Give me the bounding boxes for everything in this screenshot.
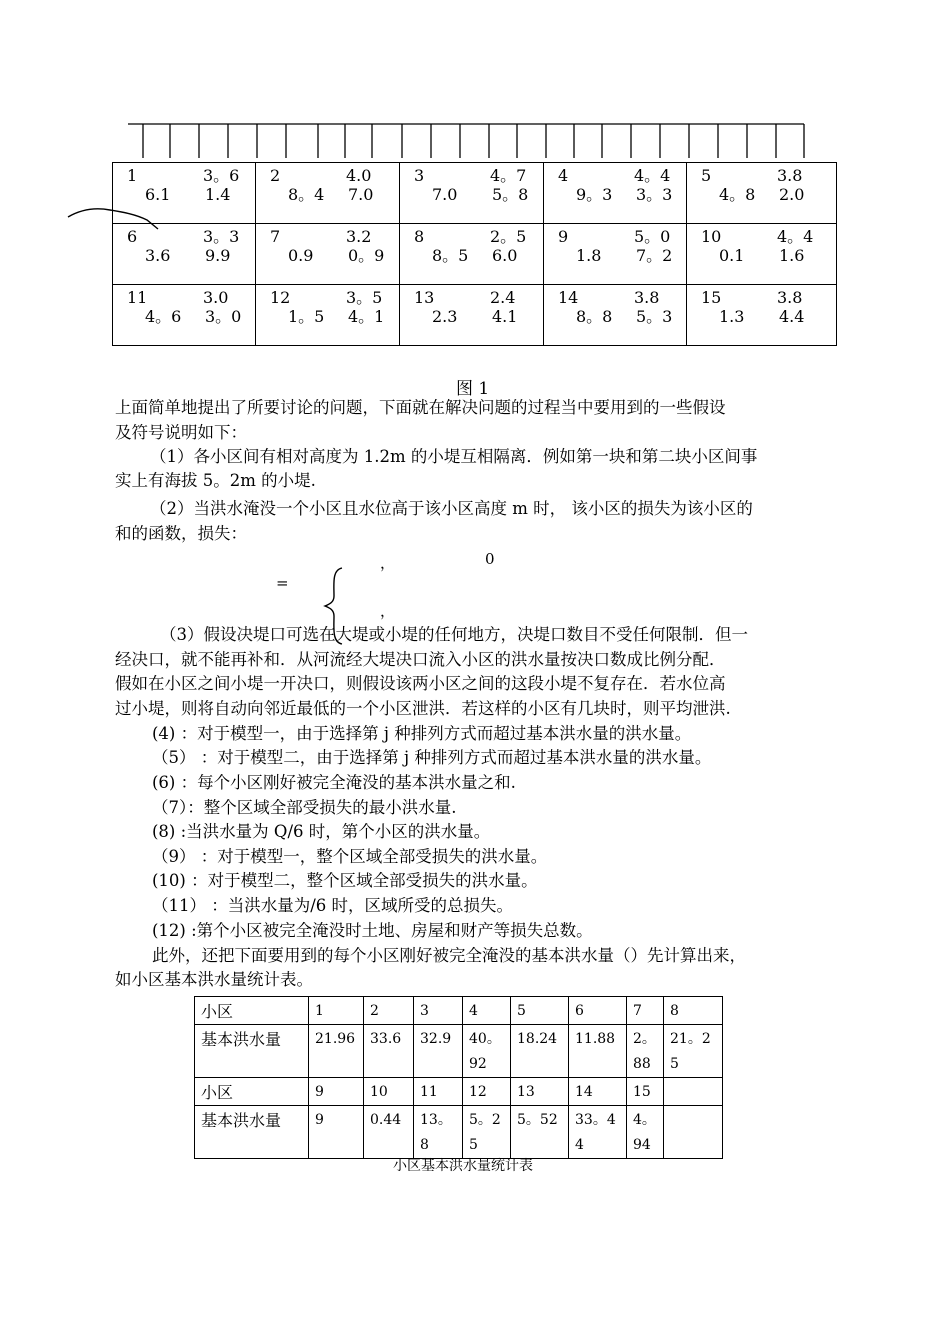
table-cell	[664, 1106, 723, 1159]
table-cell: 5。25	[463, 1106, 511, 1159]
grid-cell-value-b: 4.1	[492, 307, 518, 326]
grid-cell-height: 4.0	[346, 166, 372, 185]
symbol-4: (4) ：对于模型一，由于选择第 j 种排列方式而超过基本洪水量的洪水量。	[152, 724, 692, 743]
grid-cell-value-b: 6.0	[492, 246, 518, 265]
table-row	[195, 1025, 723, 1078]
table-row	[195, 1106, 723, 1159]
table-cell: 6	[569, 997, 627, 1025]
grid-cell-value-a: 3.6	[145, 246, 171, 265]
assumption-3-line-4: 过小堤，则将自动向邻近最低的一个小区泄洪．若这样的小区有几块时，则平均泄洪.	[115, 699, 731, 718]
grid-cell-number: 9	[558, 227, 569, 246]
grid-cell-number: 7	[270, 227, 281, 246]
grid-cell	[113, 224, 256, 285]
table-cell: 4	[463, 997, 511, 1025]
grid-cell-height: 3.0	[203, 288, 229, 307]
symbol-12: (12) :第个小区被完全淹没时土地、房屋和财产等损失总数。	[152, 921, 593, 940]
extra-line-2: 如小区基本洪水量统计表。	[115, 970, 313, 989]
symbol-11: （11） ：当洪水量为/6 时，区域所受的总损失。	[152, 896, 514, 915]
symbol-5: （5） ：对于模型二，由于选择第 j 种排列方式而超过基本洪水量的洪水量。	[152, 748, 712, 767]
grid-cell-value-a: 1.3	[719, 307, 745, 326]
table-cell: 1	[309, 997, 364, 1025]
grid-cell-value-b: 3。0	[205, 307, 242, 326]
grid-cell-value-a: 1.8	[576, 246, 602, 265]
table-cell	[664, 1078, 723, 1106]
table-cell: 21.96	[309, 1025, 364, 1078]
grid-cell-height: 5。0	[634, 227, 671, 246]
grid-cell-height: 3。6	[203, 166, 240, 185]
table-cell: 33。44	[569, 1106, 627, 1159]
grid-cell-value-b: 5。8	[492, 185, 529, 204]
table-cell: 4。94	[627, 1106, 664, 1159]
grid-cell	[400, 224, 544, 285]
grid-cell-height: 3。5	[346, 288, 383, 307]
formula-equals: =	[276, 574, 289, 592]
table-cell: 32.9	[414, 1025, 463, 1078]
grid-cell-height: 3。3	[203, 227, 240, 246]
table-cell: 7	[627, 997, 664, 1025]
grid-cell-height: 4。7	[490, 166, 527, 185]
formula-comma-2: ，	[380, 602, 396, 620]
grid-cell-value-b: 5。3	[636, 307, 673, 326]
grid-cell	[113, 163, 256, 224]
table-cell: 13	[511, 1078, 569, 1106]
assumption-3-line-1: （3）假设决堤口可选在大堤或小堤的任何地方，决堤口数目不受任何限制．但一	[160, 625, 748, 644]
table-cell: 2。88	[627, 1025, 664, 1078]
table-cell: 5	[511, 997, 569, 1025]
table-cell: 9	[309, 1078, 364, 1106]
grid-cell-value-a: 9。3	[576, 185, 613, 204]
grid-cell-value-b: 0。9	[348, 246, 385, 265]
formula-comma-1: ，	[380, 554, 396, 572]
symbol-8: (8) :当洪水量为 Q/6 时，第个小区的洪水量。	[152, 822, 491, 841]
grid-cell	[400, 163, 544, 224]
basic-flood-table	[194, 996, 723, 1159]
grid-cell	[256, 224, 400, 285]
grid-cell-number: 11	[127, 288, 148, 307]
grid-cell	[687, 285, 836, 345]
grid-cell-number: 4	[558, 166, 569, 185]
table-cell: 8	[664, 997, 723, 1025]
grid-cell-height: 3.2	[346, 227, 372, 246]
row-label: 小区	[195, 997, 309, 1025]
table-cell: 11	[414, 1078, 463, 1106]
table-cell: 18.24	[511, 1025, 569, 1078]
grid-cell-value-a: 4。8	[719, 185, 756, 204]
table-cell: 33.6	[364, 1025, 414, 1078]
assumption-3-line-3: 假如在小区之间小堤一开决口，则假设该两小区之间的这段小堤不复存在．若水位高	[115, 674, 726, 693]
grid-cell-value-a: 8。5	[432, 246, 469, 265]
assumption-3-line-2: 经决口，就不能再补和．从河流经大堤决口流入小区的洪水量按决口数成比例分配．	[115, 650, 726, 669]
grid-cell-value-b: 3。3	[636, 185, 673, 204]
table-cell: 13。8	[414, 1106, 463, 1159]
grid-cell-value-b: 7。2	[636, 246, 673, 265]
grid-cell-value-a: 2.3	[432, 307, 458, 326]
row-label: 基本洪水量	[195, 1106, 309, 1159]
assumption-1-line-1: （1）各小区间有相对高度为 1.2m 的小堤互相隔离．例如第一块和第二块小区间事	[150, 447, 758, 466]
figure-caption: 图 1	[456, 379, 490, 399]
table-cell: 12	[463, 1078, 511, 1106]
table-cell: 11.88	[569, 1025, 627, 1078]
grid-cell-value-b: 9.9	[205, 246, 231, 265]
grid-cell-value-b: 4。1	[348, 307, 385, 326]
intro-line-2: 及符号说明如下：	[115, 423, 247, 442]
table-cell: 15	[627, 1078, 664, 1106]
grid-cell	[256, 163, 400, 224]
grid-cell-value-a: 6.1	[145, 185, 171, 204]
grid-cell-value-a: 0.9	[288, 246, 314, 265]
grid-cell-value-a: 8。4	[288, 185, 325, 204]
grid-cell-number: 2	[270, 166, 281, 185]
grid-cell-value-a: 0.1	[719, 246, 745, 265]
table-cell: 0.44	[364, 1106, 414, 1159]
table-caption: 小区基本洪水量统计表	[393, 1158, 533, 1174]
grid-cell-number: 5	[701, 166, 712, 185]
grid-cell-value-b: 4.4	[779, 307, 805, 326]
grid-cell-number: 10	[701, 227, 722, 246]
table-cell: 10	[364, 1078, 414, 1106]
grid-cell-number: 14	[558, 288, 579, 307]
grid-cell-height: 2.4	[490, 288, 516, 307]
row-label: 小区	[195, 1078, 309, 1106]
grid-cell-height: 4。4	[634, 166, 671, 185]
grid-cell	[256, 285, 400, 345]
assumption-1-line-2: 实上有海拔 5。2m 的小堤.	[115, 471, 316, 490]
formula-zero: 0	[485, 550, 495, 568]
grid-cell-height: 2。5	[490, 227, 527, 246]
table-cell: 3	[414, 997, 463, 1025]
extra-line-1: 此外，还把下面要用到的每个小区刚好被完全淹没的基本洪水量（）先计算出来，	[152, 946, 746, 965]
symbol-10: (10) ：对于模型二，整个区域全部受损失的洪水量。	[152, 871, 538, 890]
grid-cell-number: 6	[127, 227, 138, 246]
grid-cell	[400, 285, 544, 345]
table-cell: 5。52	[511, 1106, 569, 1159]
grid-cell-value-a: 1。5	[288, 307, 325, 326]
grid-cell-value-b: 1.4	[205, 185, 231, 204]
grid-cell-number: 12	[270, 288, 291, 307]
table-cell: 40。92	[463, 1025, 511, 1078]
grid-cell	[544, 224, 687, 285]
symbol-7: （7）：整个区域全部受损失的最小洪水量.	[152, 798, 457, 817]
row-label: 基本洪水量	[195, 1025, 309, 1078]
grid-cell-number: 1	[127, 166, 138, 185]
grid-cell-height: 4。4	[777, 227, 814, 246]
grid-cell-number: 13	[414, 288, 435, 307]
grid-cell-value-a: 4。6	[145, 307, 182, 326]
table-cell: 9	[309, 1106, 364, 1159]
grid-cell-height: 3.8	[777, 166, 803, 185]
grid-cell	[113, 285, 256, 345]
grid-cell	[687, 163, 836, 224]
table-row	[195, 997, 723, 1025]
grid-cell-value-a: 8。8	[576, 307, 613, 326]
figure-grid	[112, 162, 837, 346]
grid-cell-height: 3.8	[777, 288, 803, 307]
grid-cell-value-b: 1.6	[779, 246, 805, 265]
intro-line-1: 上面简单地提出了所要讨论的问题，下面就在解决问题的过程当中要用到的一些假设	[115, 398, 726, 417]
grid-cell-value-b: 2.0	[779, 185, 805, 204]
grid-cell-number: 8	[414, 227, 425, 246]
symbol-6: (6) ：每个小区刚好被完全淹没的基本洪水量之和.	[152, 773, 516, 792]
symbol-9: （9） ：对于模型一，整个区域全部受损失的洪水量。	[152, 847, 548, 866]
table-cell: 2	[364, 997, 414, 1025]
table-cell: 14	[569, 1078, 627, 1106]
assumption-2-line-1: （2）当洪水淹没一个小区且水位高于该小区高度 m 时， 该小区的损失为该小区的	[150, 499, 753, 518]
grid-cell-number: 15	[701, 288, 722, 307]
assumption-2-line-2: 和的函数，损失：	[115, 524, 247, 543]
grid-cell	[687, 224, 836, 285]
grid-cell-height: 3.8	[634, 288, 660, 307]
grid-cell-value-b: 7.0	[348, 185, 374, 204]
grid-cell	[544, 163, 687, 224]
grid-cell	[544, 285, 687, 345]
grid-cell-number: 3	[414, 166, 425, 185]
grid-cell-value-a: 7.0	[432, 185, 458, 204]
table-cell: 21。25	[664, 1025, 723, 1078]
table-row	[195, 1078, 723, 1106]
